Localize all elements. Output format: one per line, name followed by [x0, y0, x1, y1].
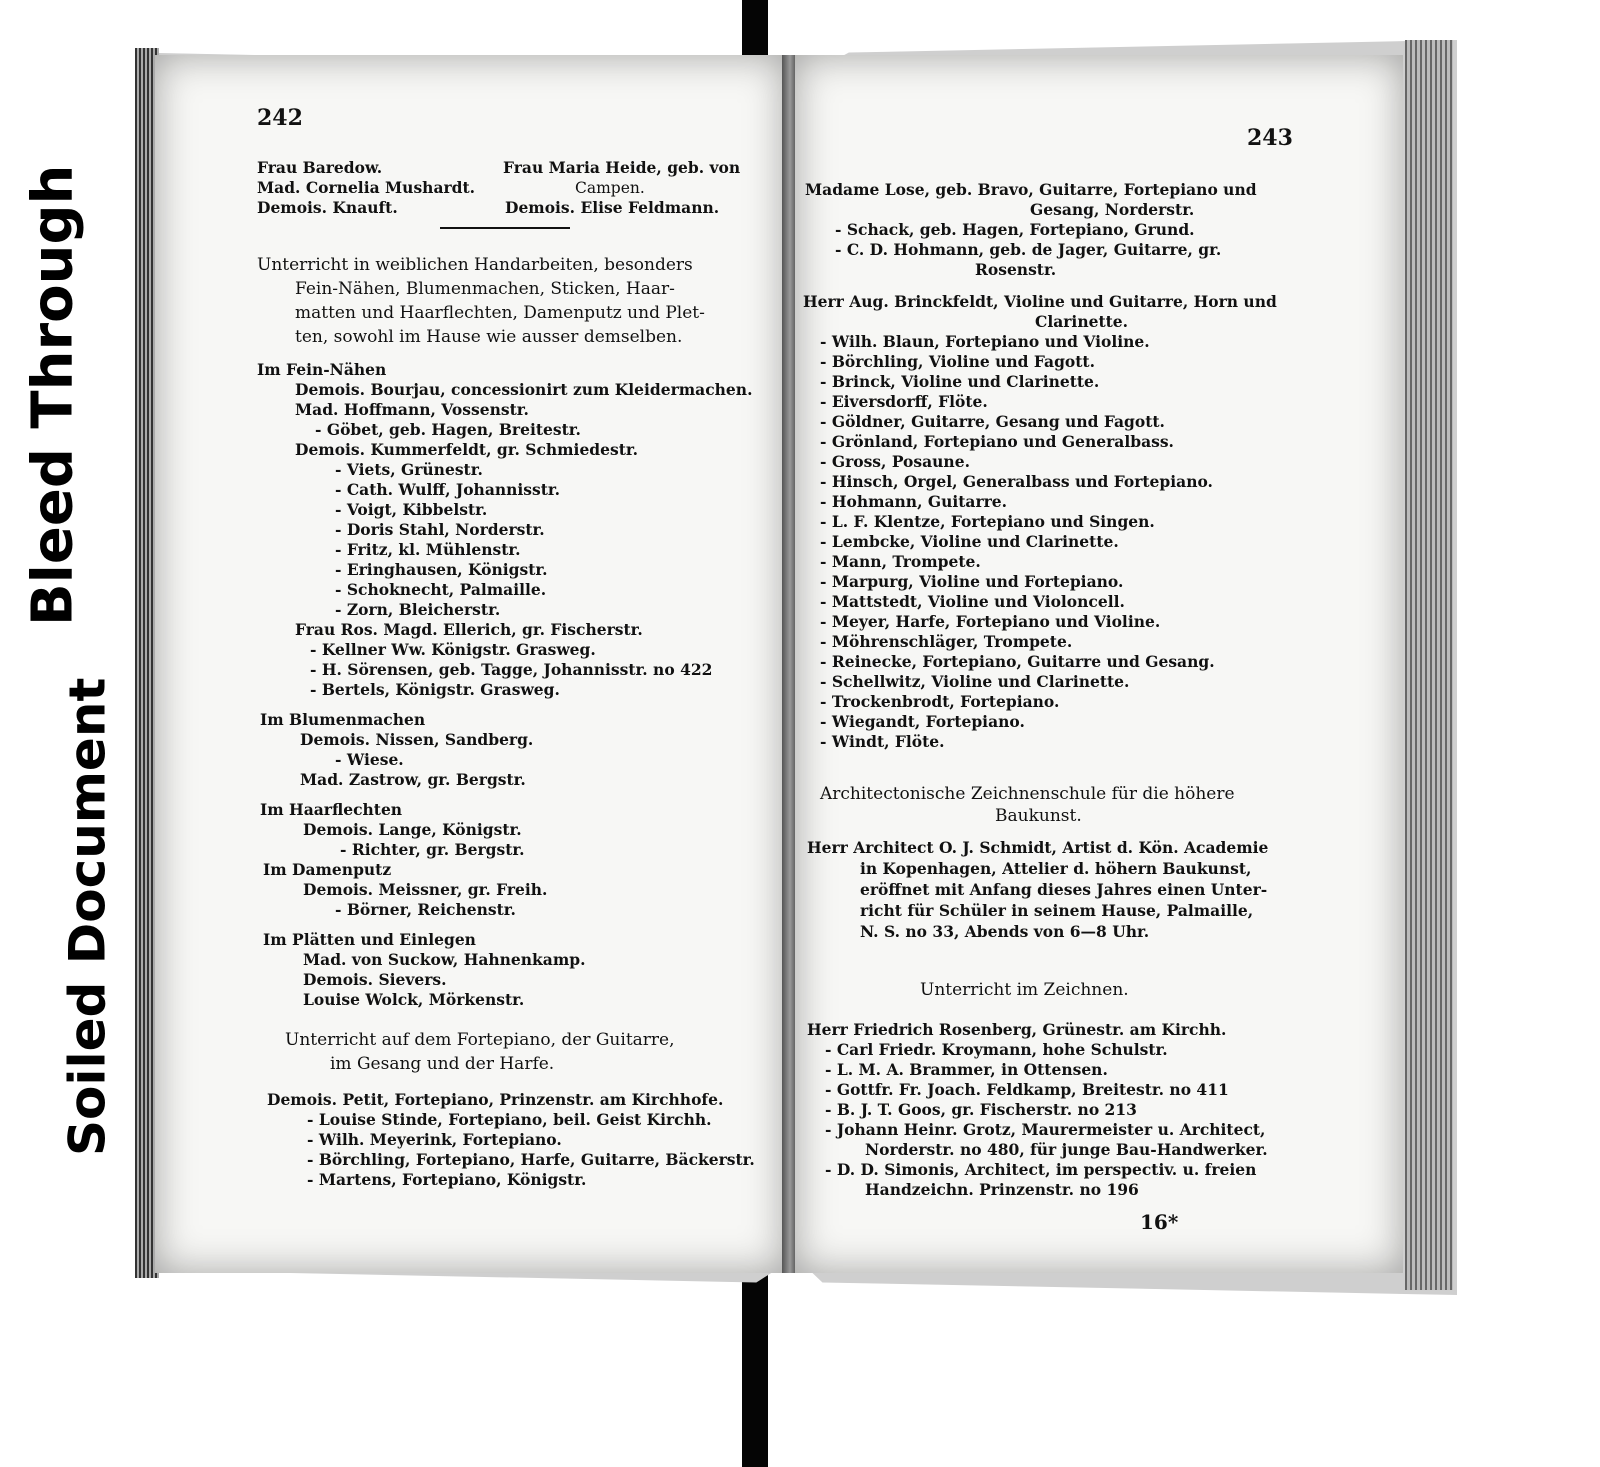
list-entry: - Schellwitz, Violine und Clarinette. — [820, 672, 1130, 691]
section-heading: Unterricht im Zeichnen. — [920, 980, 1129, 1000]
list-entry: - L. M. A. Brammer, in Ottensen. — [825, 1060, 1108, 1079]
divider-rule — [440, 227, 570, 229]
list-entry: - Cath. Wulff, Johannisstr. — [335, 480, 561, 499]
list-entry: - H. Sörensen, geb. Tagge, Johannisstr. no 422 — [310, 660, 713, 679]
list-entry: Rosenstr. — [975, 260, 1057, 279]
list-entry: - Lembcke, Violine und Clarinette. — [820, 532, 1119, 551]
list-entry: Demois. Kummerfeldt, gr. Schmiedestr. — [295, 440, 639, 459]
list-entry: - L. F. Klentze, Fortepiano und Singen. — [820, 512, 1155, 531]
list-entry: Mad. von Suckow, Hahnenkamp. — [303, 950, 586, 969]
list-entry: - Brinck, Violine und Clarinette. — [820, 372, 1100, 391]
paragraph-line: eröffnet mit Anfang dieses Jahres einen Unter- — [860, 880, 1268, 899]
list-entry: Demois. Bourjau, concessionirt zum Kleidermachen. — [295, 380, 753, 399]
list-entry: - Voigt, Kibbelstr. — [335, 500, 488, 519]
list-entry: - Mann, Trompete. — [820, 552, 981, 571]
list-entry: Herr Aug. Brinckfeldt, Violine und Guitarre, Horn und — [803, 292, 1277, 311]
list-entry: Demois. Lange, Königstr. — [303, 820, 522, 839]
scanner-strip-bottom — [742, 1272, 768, 1467]
section-heading: Fein-Nähen, Blumenmachen, Sticken, Haar- — [295, 279, 675, 299]
list-entry: Frau Ros. Magd. Ellerich, gr. Fischerstr. — [295, 620, 643, 639]
page-number-left: 242 — [257, 105, 303, 131]
list-entry: - B. J. T. Goos, gr. Fischerstr. no 213 — [825, 1100, 1137, 1119]
section-heading: im Gesang und der Harfe. — [330, 1054, 555, 1074]
list-entry: - Gross, Posaune. — [820, 452, 970, 471]
header-name: Demois. Knauft. — [257, 198, 398, 217]
list-entry: - Hohmann, Guitarre. — [820, 492, 1008, 511]
subsection-label: Im Plätten und Einlegen — [263, 930, 476, 949]
list-entry: Mad. Zastrow, gr. Bergstr. — [300, 770, 526, 789]
paragraph-line: Herr Architect O. J. Schmidt, Artist d. Kön. Academie — [807, 838, 1269, 857]
list-entry: - Grönland, Fortepiano und Generalbass. — [820, 432, 1174, 451]
list-entry: Louise Wolck, Mörkenstr. — [303, 990, 525, 1009]
list-entry: - Richter, gr. Bergstr. — [340, 840, 525, 859]
list-entry: - Kellner Ww. Königstr. Grasweg. — [310, 640, 596, 659]
subsection-label: Im Damenputz — [263, 860, 392, 879]
list-entry: - Hinsch, Orgel, Generalbass und Fortepiano. — [820, 472, 1213, 491]
list-entry: - Louise Stinde, Fortepiano, beil. Geist Kirchh. — [307, 1110, 712, 1129]
list-entry: - Eiversdorff, Flöte. — [820, 392, 988, 411]
list-entry: - Martens, Fortepiano, Königstr. — [307, 1170, 587, 1189]
section-heading: Unterricht in weiblichen Handarbeiten, besonders — [257, 255, 693, 275]
header-name: Campen. — [575, 179, 645, 197]
section-heading: Unterricht auf dem Fortepiano, der Guitarre, — [285, 1030, 675, 1050]
paragraph-line: richt für Schüler in seinem Hause, Palmaille, — [860, 901, 1254, 920]
subsection-label: Im Blumenmachen — [260, 710, 426, 729]
list-entry: - Möhrenschläger, Trompete. — [820, 632, 1073, 651]
paragraph-line: N. S. no 33, Abends von 6—8 Uhr. — [860, 922, 1150, 941]
list-entry: - Gottfr. Fr. Joach. Feldkamp, Breitestr. no 411 — [825, 1080, 1229, 1099]
list-entry: - Zorn, Bleicherstr. — [335, 600, 501, 619]
bleed-through-label: Bleed Through — [8, 150, 98, 640]
list-entry: - Schack, geb. Hagen, Fortepiano, Grund. — [835, 220, 1195, 239]
list-entry: - Göldner, Guitarre, Gesang und Fagott. — [820, 412, 1165, 431]
section-heading: ten, sowohl im Hause wie ausser demselben. — [295, 327, 683, 347]
list-entry: - Eringhausen, Königstr. — [335, 560, 548, 579]
list-entry: - Börchling, Violine und Fagott. — [820, 352, 1095, 371]
list-entry: Demois. Petit, Fortepiano, Prinzenstr. am Kirchhofe. — [267, 1090, 724, 1109]
list-entry: - Carl Friedr. Kroymann, hohe Schulstr. — [825, 1040, 1168, 1059]
list-entry: - Marpurg, Violine und Fortepiano. — [820, 572, 1124, 591]
list-entry: Mad. Hoffmann, Vossenstr. — [295, 400, 529, 419]
list-entry: - Wilh. Blaun, Fortepiano und Violine. — [820, 332, 1150, 351]
list-entry: Norderstr. no 480, für junge Bau-Handwerker. — [865, 1140, 1268, 1159]
list-entry: Madame Lose, geb. Bravo, Guitarre, Fortepiano und — [805, 180, 1257, 199]
section-heading: Architectonische Zeichnenschule für die höhere — [820, 784, 1235, 804]
list-entry: Demois. Meissner, gr. Freih. — [303, 880, 548, 899]
soiled-document-label: Soiled Document — [40, 652, 135, 1182]
list-entry: Demois. Sievers. — [303, 970, 447, 989]
header-name: Demois. Elise Feldmann. — [505, 198, 720, 217]
list-entry: - Viets, Grünestr. — [335, 460, 483, 479]
header-name: Mad. Cornelia Mushardt. — [257, 178, 476, 197]
list-entry: - Johann Heinr. Grotz, Maurermeister u. Architect, — [825, 1120, 1266, 1139]
page-edges-right — [1405, 40, 1453, 1290]
right-page — [795, 55, 1403, 1273]
list-entry: - Börner, Reichenstr. — [335, 900, 516, 919]
signature-mark: 16* — [1140, 1210, 1179, 1234]
list-entry: - C. D. Hohmann, geb. de Jager, Guitarre, gr. — [835, 240, 1222, 259]
list-entry: - D. D. Simonis, Architect, im perspectiv. u. freien — [825, 1160, 1257, 1179]
list-entry: Handzeichn. Prinzenstr. no 196 — [865, 1180, 1139, 1199]
list-entry: Gesang, Norderstr. — [1030, 200, 1195, 219]
list-entry: Clarinette. — [1035, 312, 1129, 331]
subsection-label: Im Fein-Nähen — [257, 360, 387, 379]
page-number-right: 243 — [1247, 125, 1293, 151]
list-entry: - Mattstedt, Violine und Violoncell. — [820, 592, 1125, 611]
list-entry: - Reinecke, Fortepiano, Guitarre und Gesang. — [820, 652, 1215, 671]
list-entry: - Trockenbrodt, Fortepiano. — [820, 692, 1060, 711]
list-entry: Herr Friedrich Rosenberg, Grünestr. am Kirchh. — [807, 1020, 1227, 1039]
list-entry: - Fritz, kl. Mühlenstr. — [335, 540, 521, 559]
subsection-label: Im Haarflechten — [260, 800, 403, 819]
list-entry: - Göbet, geb. Hagen, Breitestr. — [315, 420, 581, 439]
header-name: Frau Maria Heide, geb. von — [503, 158, 741, 177]
section-heading: Baukunst. — [995, 806, 1082, 826]
list-entry: - Meyer, Harfe, Fortepiano und Violine. — [820, 612, 1161, 631]
list-entry: - Wiegandt, Fortepiano. — [820, 712, 1025, 731]
list-entry: - Wilh. Meyerink, Fortepiano. — [307, 1130, 562, 1149]
list-entry: - Wiese. — [335, 750, 404, 769]
left-page — [155, 55, 785, 1273]
section-heading: matten und Haarflechten, Damenputz und Plet- — [295, 303, 705, 323]
list-entry: - Windt, Flöte. — [820, 732, 945, 751]
list-entry: - Schoknecht, Palmaille. — [335, 580, 547, 599]
paragraph-line: in Kopenhagen, Attelier d. höhern Baukunst, — [860, 859, 1252, 878]
list-entry: - Bertels, Königstr. Grasweg. — [310, 680, 560, 699]
list-entry: - Doris Stahl, Norderstr. — [335, 520, 545, 539]
header-name: Frau Baredow. — [257, 158, 383, 177]
list-entry: Demois. Nissen, Sandberg. — [300, 730, 534, 749]
list-entry: - Börchling, Fortepiano, Harfe, Guitarre, Bäckerstr. — [307, 1150, 755, 1169]
